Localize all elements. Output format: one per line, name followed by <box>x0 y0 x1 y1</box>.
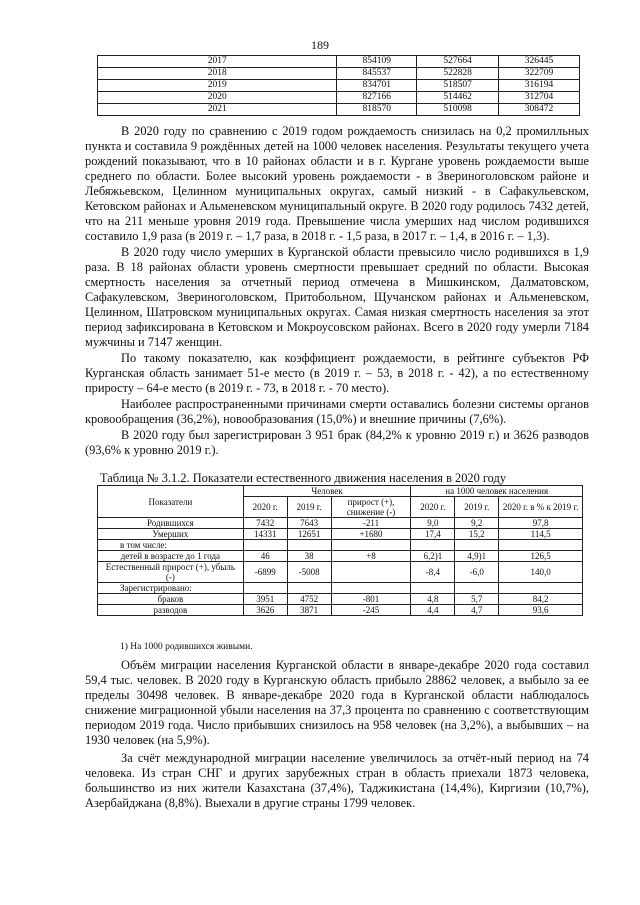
table-row <box>98 56 580 68</box>
table-cell: 2021 <box>98 104 337 116</box>
table-cell: 312704 <box>499 92 580 104</box>
table-row <box>98 80 580 92</box>
table-cell: 4752 <box>287 594 331 605</box>
header-percent: 2020 г. в % к 2019 г. <box>499 497 583 518</box>
table-cell: 834701 <box>337 80 417 92</box>
paragraph: В 2020 году число умерших в Курганской области превысило число родившихся в 1,9 раза. В 18 районах области уровень смертности превышает средний по области. Высокая смертность населения за отчетный период отмечена в Мишкинском, Далматовском, Сафакулевском, Звериноголовском, Притобольном, Щучанском районах и Альменевском, Целинном, Шатровском муниципальных округах. Самая низкая смертность населения за этот период зафиксирована в Кетовском и Мокроусовском районах. Всего в 2020 году умерли 7184 мужчины и 7147 женщин. <box>85 245 589 349</box>
table-cell <box>243 583 287 594</box>
table-cell <box>455 583 499 594</box>
table-row <box>98 594 583 605</box>
header-per-1000: на 1000 человек населения <box>411 486 583 497</box>
table-cell: 14331 <box>243 529 287 540</box>
table-cell: 527664 <box>417 56 499 68</box>
row-label: Естественный прирост (+), убыль (-) <box>98 562 244 583</box>
table-cell: 3871 <box>287 605 331 616</box>
table-cell: 4,4 <box>411 605 455 616</box>
page-number: 189 <box>311 38 329 52</box>
table-cell: 518507 <box>417 80 499 92</box>
table-row <box>98 518 583 529</box>
table-cell: 9,2 <box>455 518 499 529</box>
table-cell: 308472 <box>499 104 580 116</box>
table-cell: -211 <box>331 518 411 529</box>
table-cell: 845537 <box>337 68 417 80</box>
table-cell: -6,0 <box>455 562 499 583</box>
table-cell: 6,2)1 <box>411 551 455 562</box>
table-row <box>98 551 583 562</box>
paragraph: Наиболее распространенными причинами смерти оставались болезни системы органов кровообращения (36,2%), новообразования (15,0%) и внешние причины (7,6%). <box>85 397 589 426</box>
natural-movement-table <box>97 485 583 616</box>
table-cell: 46 <box>243 551 287 562</box>
table-cell: 7432 <box>243 518 287 529</box>
table-cell: 9,0 <box>411 518 455 529</box>
table-cell: -5008 <box>287 562 331 583</box>
row-label: в том числе: <box>98 540 244 551</box>
table-cell <box>243 540 287 551</box>
row-label: разводов <box>98 605 244 616</box>
table-cell: 4,7 <box>455 605 499 616</box>
table-cell: 316194 <box>499 80 580 92</box>
table-cell: 2019 <box>98 80 337 92</box>
table-cell: 17,4 <box>411 529 455 540</box>
table-row <box>98 562 583 583</box>
table-cell <box>499 540 583 551</box>
header-2020-rate: 2020 г. <box>411 497 455 518</box>
table-cell: -245 <box>331 605 411 616</box>
table-row <box>98 529 583 540</box>
header-2019-rate: 2019 г. <box>455 497 499 518</box>
table-cell: +8 <box>331 551 411 562</box>
paragraph: За счёт международной миграции население увеличилось за отчёт-ный период на 74 человека. Из стран СНГ и других зарубежных стран в область приехали 1873 человека, большинство из них жители Казахстана (37,4%), Таджикистана (14,4%), Киргизии (10,7%), Азербайджана (8,8%). Выехали в другие страны 1799 человек. <box>85 751 589 810</box>
table-cell: 514462 <box>417 92 499 104</box>
text-block-demography <box>85 124 589 459</box>
table-cell: 114,5 <box>499 529 583 540</box>
table-row <box>98 92 580 104</box>
table-row <box>98 68 580 80</box>
table-cell <box>287 583 331 594</box>
header-2019: 2019 г. <box>287 497 331 518</box>
table-row <box>98 540 583 551</box>
header-change: прирост (+), снижение (-) <box>331 497 411 518</box>
row-label: детей в возрасте до 1 года <box>98 551 244 562</box>
table-cell <box>411 583 455 594</box>
table-cell <box>331 540 411 551</box>
table-cell: 510098 <box>417 104 499 116</box>
table-cell: 15,2 <box>455 529 499 540</box>
row-label: Умерших <box>98 529 244 540</box>
table-cell: 97,8 <box>499 518 583 529</box>
table-row <box>98 605 583 616</box>
header-2020: 2020 г. <box>243 497 287 518</box>
header-persons: Человек <box>243 486 411 497</box>
table-cell: 7643 <box>287 518 331 529</box>
paragraph: Объём миграции населения Курганской области в январе-декабре 2020 года составил 59,4 тыс. человек. В 2020 году в Курганскую область прибыло 28862 человек, а выбыло за ее пределы 30498 человек. В январе-декабре 2020 года в Курганской области наблюдалось снижение миграционной убыли населения на 37,3 процента по сравнению с соответствующим периодом 2019 года. Число прибывших снизилось на 958 человек (на 3,2%), а выбывших – на 1930 человек (на 5,9%). <box>85 658 589 747</box>
table-cell: 818570 <box>337 104 417 116</box>
births-deaths-table <box>97 55 580 116</box>
table-cell: 326445 <box>499 56 580 68</box>
table-cell <box>331 562 411 583</box>
table-cell: -8,4 <box>411 562 455 583</box>
text-block-migration <box>85 658 589 814</box>
table-cell <box>287 540 331 551</box>
table-cell: 827166 <box>337 92 417 104</box>
row-label: Зарегистрировано: <box>98 583 244 594</box>
table-cell: 5,7 <box>455 594 499 605</box>
row-label: Родившихся <box>98 518 244 529</box>
table-cell: 4,8 <box>411 594 455 605</box>
table-cell: 140,0 <box>499 562 583 583</box>
table-cell <box>411 540 455 551</box>
table-row <box>98 104 580 116</box>
table-cell: 322709 <box>499 68 580 80</box>
table-cell: 126,5 <box>499 551 583 562</box>
table-footnote: 1) На 1000 родившихся живыми. <box>120 642 253 652</box>
row-label: браков <box>98 594 244 605</box>
table-cell: 4,9)1 <box>455 551 499 562</box>
table-cell: +1680 <box>331 529 411 540</box>
table-cell: 38 <box>287 551 331 562</box>
table-title: Таблица № 3.1.2. Показатели естественного движения населения в 2020 году <box>100 471 507 485</box>
table-cell: 3626 <box>243 605 287 616</box>
table-cell: 2020 <box>98 92 337 104</box>
table-cell: -801 <box>331 594 411 605</box>
table-cell: 2018 <box>98 68 337 80</box>
table-cell: 84,2 <box>499 594 583 605</box>
table-cell: -6899 <box>243 562 287 583</box>
table-cell: 2017 <box>98 56 337 68</box>
table-row <box>98 583 583 594</box>
table-cell <box>499 583 583 594</box>
paragraph: В 2020 году по сравнению с 2019 годом рождаемость снизилась на 0,2 промилльных пункта и составила 9 рождённых детей на 1000 человек населения. Результаты текущего учета рождений показывают, что в 10 районах области и в г. Кургане уровень рождаемости выше среднего по области. Более высокий уровень рождаемости - в Звериноголовском районе и Лебяжьевском, Целинном муниципальных округах, самый низкий - в Сафакульевском, Кетовском районах и Альменевском муниципальный округе. В 2020 году родилось 7432 детей, что на 211 меньше уровня 2019 года. Превышение числа умерших над числом родившихся составило 1,9 раза (в 2019 г. – 1,7 раза, в 2018 г. - 1,5 раза, в 2017 г. – 1,4, в 2016 г. – 1,3). <box>85 124 589 243</box>
table-cell <box>331 583 411 594</box>
paragraph: По такому показателю, как коэффициент рождаемости, в рейтинге субъектов РФ Курганская область занимает 51-е место (в 2019 г. – 53, в 2018 г. - 42), а по естественному приросту – 64-е место (в 2019 г. - 73, в 2018 г. - 70 место). <box>85 351 589 395</box>
table-cell: 93,6 <box>499 605 583 616</box>
header-indicators: Показатели <box>98 486 244 518</box>
table-cell <box>455 540 499 551</box>
table-cell: 3951 <box>243 594 287 605</box>
table-cell: 12651 <box>287 529 331 540</box>
paragraph: В 2020 году был зарегистрирован 3 951 брак (84,2% к уровню 2019 г.) и 3626 разводов (93,6% к уровню 2019 г.). <box>85 428 589 457</box>
table-cell: 854109 <box>337 56 417 68</box>
table-cell: 522828 <box>417 68 499 80</box>
